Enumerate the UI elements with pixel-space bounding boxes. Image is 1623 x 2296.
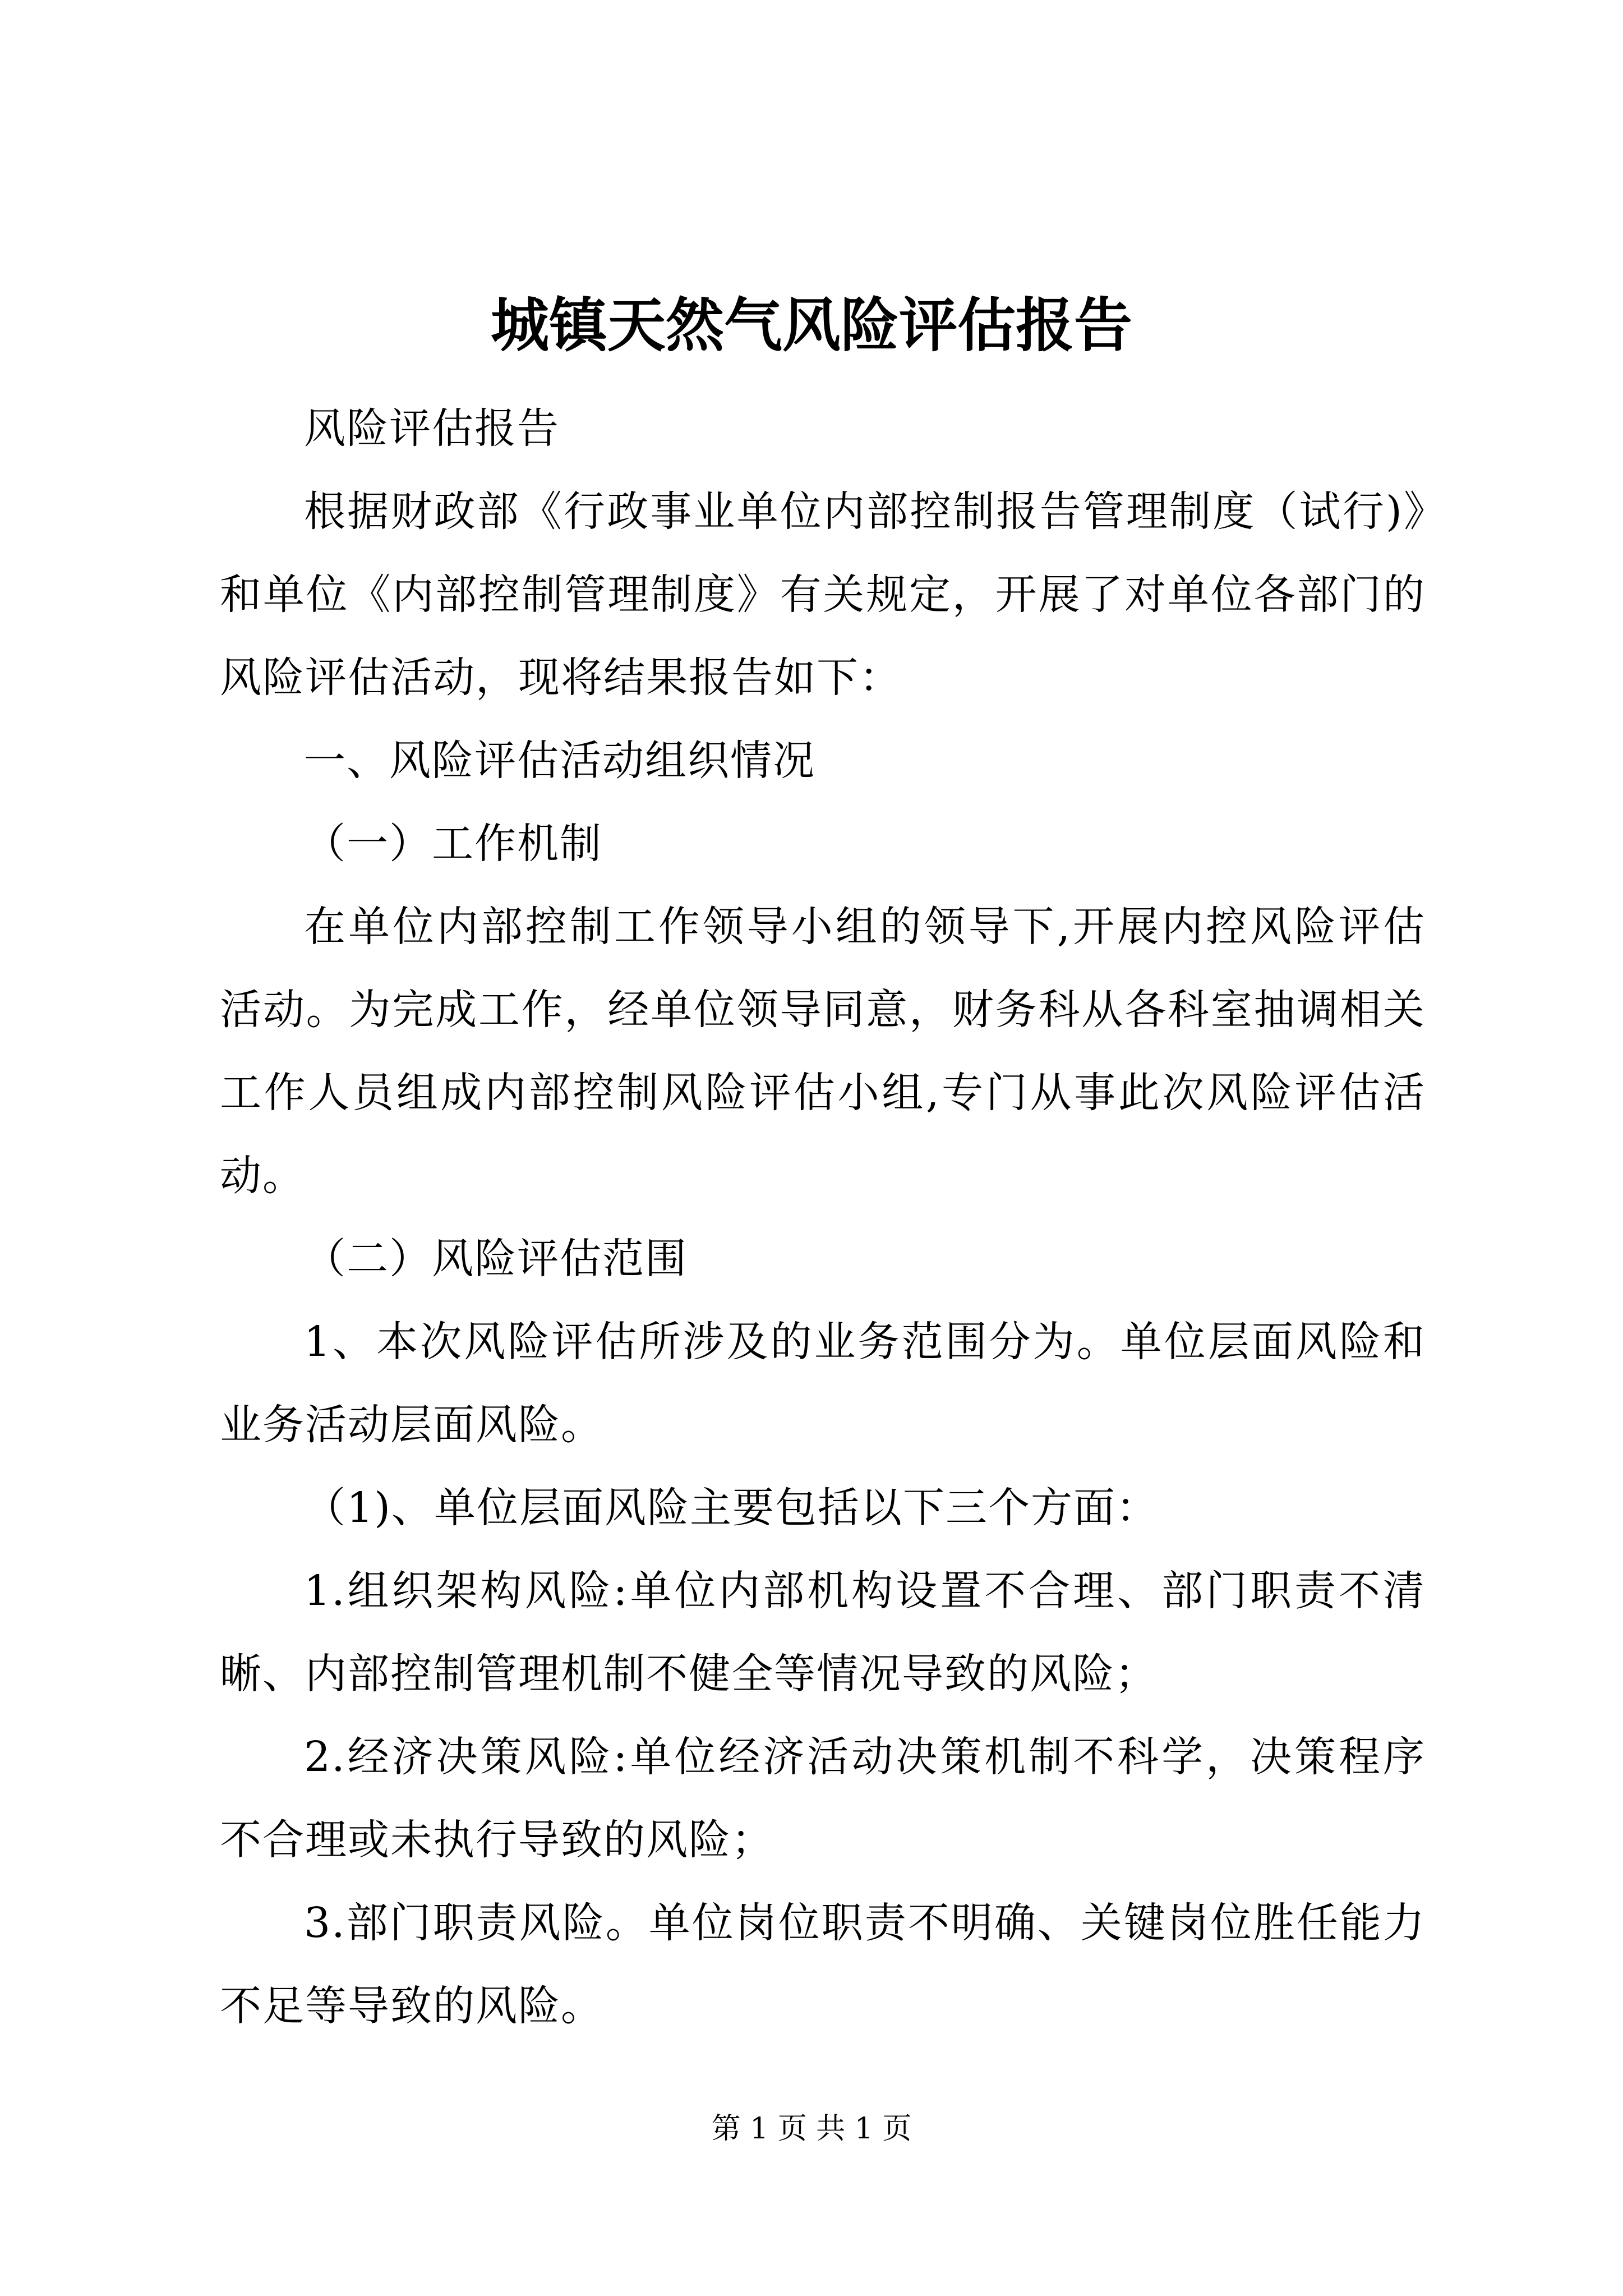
- list-item-duty-risk: 3.部门职责风险。单位岗位职责不明确、关键岗位胜任能力不足等导致的风险。: [220, 1899, 1426, 2030]
- paragraph-report-heading: 风险评估报告: [304, 404, 560, 453]
- page-number-footer: 第 1 页 共 1 页: [711, 2112, 912, 2146]
- subsection-heading-work-mechanism: （一）工作机制: [304, 820, 602, 868]
- document-body: [220, 387, 1426, 2047]
- subsection-heading-scope: （二）风险评估范围: [304, 1235, 688, 1283]
- list-item-decision-risk: 2.经济决策风险:单位经济活动决策机制不科学，决策程序不合理或未执行导致的风险；: [220, 1733, 1426, 1864]
- paragraph-unit-level-risk: （1)、单位层面风险主要包括以下三个方面：: [304, 1484, 1159, 1532]
- paragraph-scope: 1、本次风险评估所涉及的业务范围分为。单位层面风险和业务活动层面风险。: [220, 1318, 1426, 1449]
- document-title: 城镇天然气风险评估报告: [490, 291, 1132, 360]
- paragraph-intro: 根据财政部《行政事业单位内部控制报告管理制度（试行)》和单位《内部控制管理制度》有关规定，开展了对单位各部门的风险评估活动，现将结果报告如下：: [220, 487, 1426, 702]
- paragraph-work-mechanism: 在单位内部控制工作领导小组的领导下,开展内控风险评估活动。为完成工作，经单位领导同意，财务科从各科室抽调相关工作人员组成内部控制风险评估小组,专门从事此次风险评估活动。: [220, 903, 1426, 1200]
- list-item-organization-risk: 1.组织架构风险:单位内部机构设置不合理、部门职责不清晰、内部控制管理机制不健全等情况导致的风险；: [220, 1567, 1426, 1698]
- section-heading-1: 一、风险评估活动组织情况: [304, 737, 815, 785]
